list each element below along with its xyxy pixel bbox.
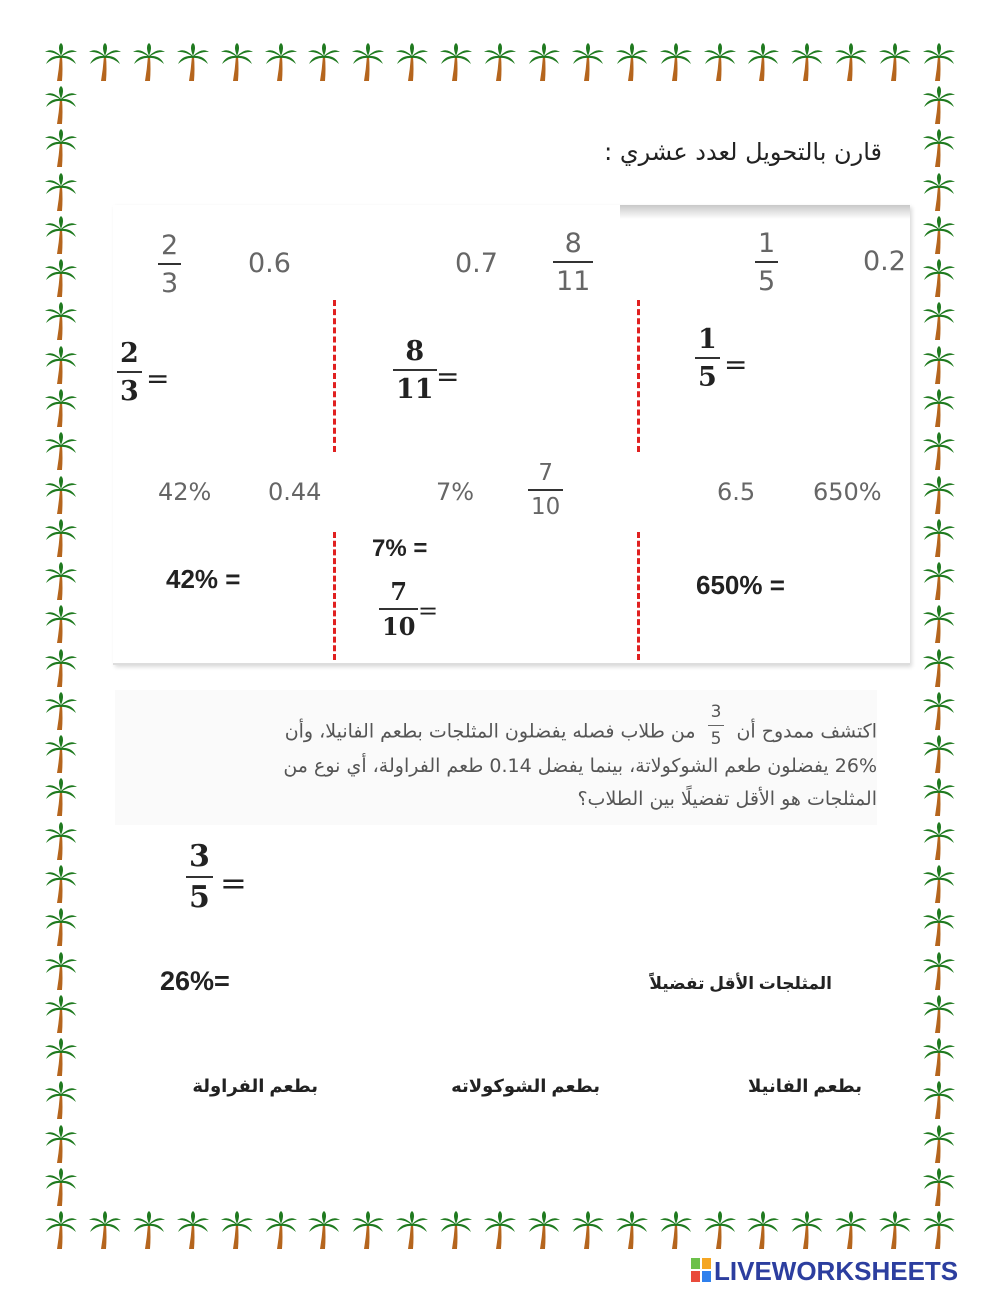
palm-tree-icon	[922, 648, 956, 688]
answer-fraction-three-fifths: 3 5	[186, 842, 213, 913]
divider-dashed	[637, 300, 640, 452]
palm-tree-icon	[44, 1124, 78, 1164]
divider-dashed	[333, 300, 336, 452]
work-fraction-two-thirds: 2 3	[117, 340, 142, 405]
fraction-seven-tenths: 7 10	[528, 462, 563, 519]
palm-tree-icon	[44, 172, 78, 212]
palm-tree-icon	[483, 42, 517, 82]
palm-tree-icon	[922, 864, 956, 904]
palm-tree-icon	[922, 388, 956, 428]
divider-dashed	[333, 532, 336, 660]
palm-tree-icon	[922, 734, 956, 774]
palm-tree-icon	[44, 42, 78, 82]
work-fraction-one-fifth: 1 5	[695, 326, 720, 391]
equals-sign: =	[220, 864, 247, 902]
palm-tree-icon	[922, 85, 956, 125]
palm-tree-icon	[527, 1210, 561, 1250]
work-fraction-seven-tenths: 7 10	[379, 580, 418, 639]
palm-tree-icon	[351, 42, 385, 82]
palm-tree-icon	[88, 42, 122, 82]
answer-percent-26: 26%=	[160, 966, 230, 996]
percent-650: 650%	[813, 478, 882, 506]
palm-tree-icon	[746, 42, 780, 82]
palm-tree-icon	[922, 1124, 956, 1164]
palm-tree-icon	[615, 1210, 649, 1250]
option-strawberry[interactable]: بطعم الفراولة	[192, 1076, 318, 1096]
palm-tree-icon	[922, 907, 956, 947]
answer-input-eight-elevenths[interactable]	[460, 355, 630, 395]
question-line-2: 26% يفضلون طعم الشوكولاتة، بينما يفضل 0.14 طعم الفراولة، أي نوع من	[283, 755, 877, 777]
answer-input-two-thirds[interactable]	[160, 355, 320, 395]
work-percent-42: 42% =	[166, 564, 241, 594]
equals-sign: =	[436, 360, 460, 393]
palm-tree-icon	[351, 1210, 385, 1250]
palm-tree-icon	[44, 1080, 78, 1120]
palm-tree-icon	[132, 1210, 166, 1250]
palm-tree-icon	[44, 691, 78, 731]
palm-tree-icon	[922, 42, 956, 82]
palm-tree-icon	[88, 1210, 122, 1250]
palm-tree-icon	[571, 42, 605, 82]
palm-tree-icon	[176, 1210, 210, 1250]
palm-tree-icon	[922, 821, 956, 861]
palm-tree-icon	[703, 1210, 737, 1250]
palm-tree-icon	[659, 1210, 693, 1250]
palm-tree-icon	[439, 1210, 473, 1250]
palm-tree-icon	[395, 1210, 429, 1250]
palm-tree-icon	[44, 258, 78, 298]
equals-sign: =	[418, 597, 439, 625]
palm-tree-icon	[922, 345, 956, 385]
palm-tree-icon	[264, 42, 298, 82]
palm-tree-icon	[834, 42, 868, 82]
palm-tree-icon	[44, 864, 78, 904]
palm-tree-icon	[44, 431, 78, 471]
option-vanilla[interactable]: بطعم الفانيلا	[748, 1076, 862, 1096]
answer-input-650-percent[interactable]	[805, 566, 900, 606]
work-fraction-eight-elevenths: 8 11	[393, 338, 437, 403]
palm-tree-icon	[44, 1210, 78, 1250]
palm-tree-icon	[922, 172, 956, 212]
fraction-two-thirds: 2 3	[158, 232, 181, 297]
palm-tree-icon	[44, 734, 78, 774]
palm-tree-icon	[922, 777, 956, 817]
palm-tree-icon	[44, 345, 78, 385]
palm-tree-icon	[922, 1210, 956, 1250]
palm-tree-icon	[878, 42, 912, 82]
palm-tree-icon	[834, 1210, 868, 1250]
palm-tree-icon	[922, 1167, 956, 1207]
palm-tree-icon	[922, 518, 956, 558]
palm-tree-icon	[571, 1210, 605, 1250]
palm-tree-icon	[44, 604, 78, 644]
palm-tree-icon	[44, 475, 78, 515]
palm-tree-icon	[44, 777, 78, 817]
palm-tree-icon	[922, 1080, 956, 1120]
divider-dashed	[637, 532, 640, 660]
palm-tree-icon	[790, 1210, 824, 1250]
equals-sign: =	[146, 362, 170, 395]
palm-tree-icon	[44, 561, 78, 601]
question-text: اكتشف ممدوح أن	[736, 720, 877, 743]
palm-tree-icon	[44, 215, 78, 255]
palm-tree-icon	[922, 258, 956, 298]
palm-tree-icon	[44, 907, 78, 947]
word-problem	[115, 690, 877, 825]
palm-tree-icon	[220, 42, 254, 82]
answer-input-26-percent[interactable]	[255, 962, 455, 1002]
work-percent-650: 650% =	[696, 570, 785, 600]
palm-tree-icon	[44, 821, 78, 861]
fraction-eight-elevenths: 8 11	[553, 230, 593, 295]
palm-tree-icon	[615, 42, 649, 82]
palm-tree-icon	[132, 42, 166, 82]
answer-input-7-percent[interactable]	[445, 532, 625, 568]
decimal-0-44: 0.44	[268, 478, 322, 506]
decimal-0-7: 0.7	[455, 248, 498, 279]
fraction-one-fifth: 1 5	[755, 230, 778, 295]
page-title: قارن بالتحويل لعدد عشري :	[604, 138, 882, 166]
palm-tree-icon	[44, 85, 78, 125]
palm-tree-icon	[746, 1210, 780, 1250]
question-fraction-three-fifths: $\frac{3}{5}$	[708, 704, 725, 748]
palm-tree-icon	[176, 42, 210, 82]
palm-tree-icon	[922, 215, 956, 255]
palm-tree-icon	[44, 128, 78, 168]
liveworksheets-brand: LIVEWORKSHEETS	[714, 1256, 959, 1286]
palm-tree-icon	[44, 518, 78, 558]
answer-input-42-percent[interactable]	[255, 560, 330, 600]
palm-tree-icon	[44, 1167, 78, 1207]
palm-tree-icon	[922, 301, 956, 341]
question-line-3: المثلجات هو الأقل تفضيلًا بين الطلاب؟	[577, 788, 877, 810]
least-preferred-label: المثلجات الأقل تفضيلاً	[649, 974, 832, 993]
percent-7: 7%	[436, 478, 475, 506]
palm-tree-icon	[44, 994, 78, 1034]
decimal-6-5: 6.5	[717, 478, 756, 506]
palm-tree-icon	[703, 42, 737, 82]
palm-tree-icon	[264, 1210, 298, 1250]
palm-tree-icon	[922, 604, 956, 644]
question-text: من طلاب فصله يفضلون المثلجات بطعم الفانيلا، وأن	[284, 720, 696, 743]
palm-tree-icon	[922, 994, 956, 1034]
decimal-0-6: 0.6	[248, 248, 291, 279]
palm-tree-icon	[395, 42, 429, 82]
palm-tree-icon	[44, 648, 78, 688]
palm-tree-icon	[44, 951, 78, 991]
option-chocolate[interactable]: بطعم الشوكولاته	[451, 1076, 600, 1096]
answer-input-three-fifths[interactable]	[255, 860, 455, 904]
palm-tree-icon	[527, 42, 561, 82]
palm-tree-icon	[44, 301, 78, 341]
palm-tree-icon	[659, 42, 693, 82]
palm-tree-icon	[922, 951, 956, 991]
palm-tree-icon	[44, 1037, 78, 1077]
answer-input-seven-tenths[interactable]	[445, 590, 625, 630]
palm-tree-icon	[307, 42, 341, 82]
palm-tree-icon	[483, 1210, 517, 1250]
palm-tree-icon	[922, 475, 956, 515]
palm-tree-icon	[307, 1210, 341, 1250]
palm-tree-icon	[922, 561, 956, 601]
work-percent-7: 7% =	[372, 535, 428, 562]
palm-tree-icon	[44, 388, 78, 428]
decimal-0-2: 0.2	[863, 246, 906, 277]
palm-tree-icon	[922, 1037, 956, 1077]
palm-tree-icon	[439, 42, 473, 82]
liveworksheets-logo-icon	[691, 1258, 711, 1282]
palm-tree-icon	[220, 1210, 254, 1250]
palm-tree-icon	[922, 128, 956, 168]
equals-sign: =	[724, 348, 748, 381]
question-line-1	[284, 702, 877, 754]
panel-header-shadow	[620, 205, 910, 219]
palm-tree-icon	[922, 431, 956, 471]
palm-tree-icon	[878, 1210, 912, 1250]
palm-tree-icon	[790, 42, 824, 82]
percent-42: 42%	[158, 478, 212, 506]
palm-tree-icon	[922, 691, 956, 731]
answer-input-one-fifth[interactable]	[750, 343, 900, 383]
